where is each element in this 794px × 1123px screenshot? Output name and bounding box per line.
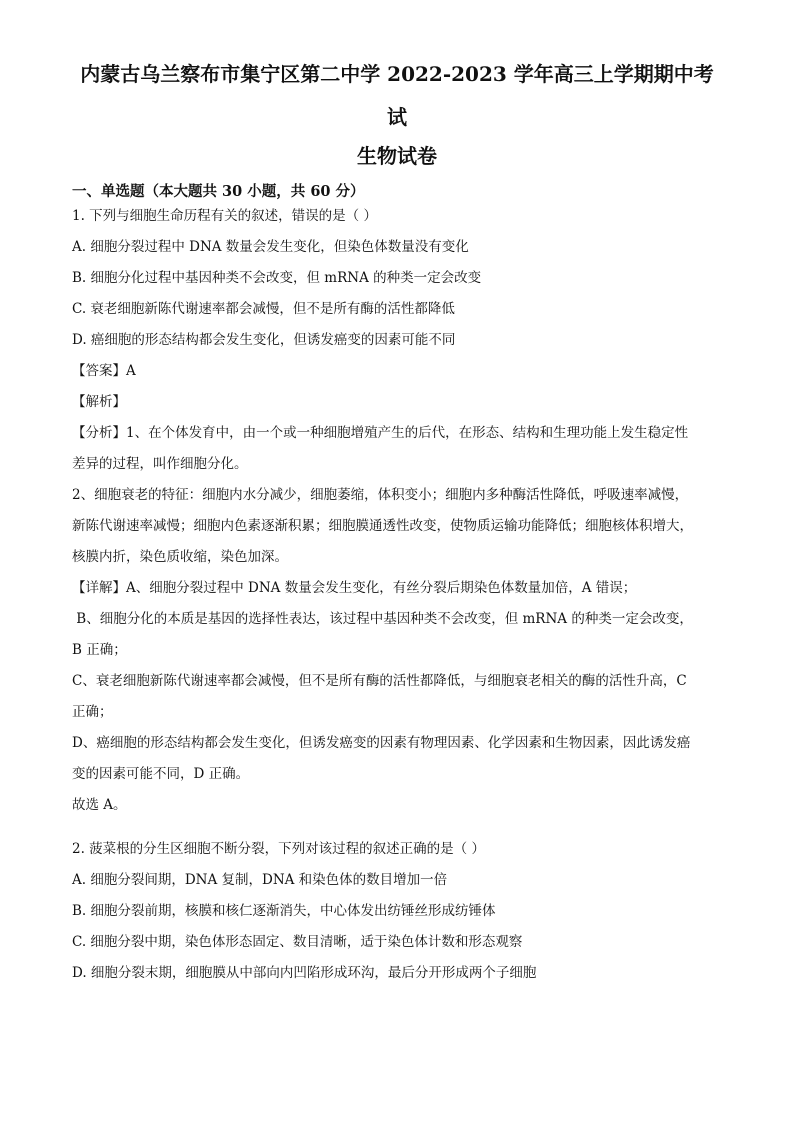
analysis-line: 2、细胞衰老的特征：细胞内水分减少，细胞萎缩，体积变小；细胞内多种酶活性降低，呼吸速率减慢， <box>72 487 689 503</box>
question-1 <box>72 201 722 821</box>
document-page <box>72 62 722 989</box>
analysis-line: 核膜内折，染色质收缩，染色加深。 <box>72 549 288 565</box>
detail-line: 变的因素可能不同，D 正确。 <box>72 766 250 782</box>
conclusion-line: 故选 A。 <box>72 797 127 813</box>
detail-line: B 正确； <box>72 642 127 658</box>
question-stem: 2. 菠菜根的分生区细胞不断分裂，下列对该过程的叙述正确的是（ ） <box>72 841 485 857</box>
option-a: A. 细胞分裂过程中 DNA 数量会发生变化，但染色体数量没有变化 <box>72 239 469 255</box>
section-heading: 一、单选题（本大题共 30 小题，共 60 分） <box>72 183 365 200</box>
spacer <box>72 821 722 834</box>
detail-line: D、癌细胞的形态结构都会发生变化，但诱发癌变的因素有物理因素、化学因素和生物因素，因此诱发癌 <box>72 735 691 751</box>
analysis-line: 【分析】1、在个体发育中，由一个或一种细胞增殖产生的后代，在形态、结构和生理功能上发生稳定性 <box>72 425 689 441</box>
question-2 <box>72 834 722 989</box>
analysis-line: 新陈代谢速率减慢；细胞内色素逐渐积累；细胞膜通透性改变，使物质运输功能降低；细胞核体积增大， <box>72 518 693 534</box>
document-title-continued: 试 <box>387 105 407 129</box>
option-d: D. 癌细胞的形态结构都会发生变化，但诱发癌变的因素可能不同 <box>72 332 456 348</box>
option-b: B. 细胞分裂前期，核膜和核仁逐渐消失，中心体发出纺锤丝形成纺锤体 <box>72 903 496 919</box>
detail-line: 正确； <box>72 704 113 720</box>
option-d: D. 细胞分裂末期，细胞膜从中部向内凹陷形成环沟，最后分开形成两个子细胞 <box>72 965 537 981</box>
option-b: B. 细胞分化过程中基因种类不会改变，但 mRNA 的种类一定会改变 <box>72 270 482 286</box>
detail-line: B、细胞分化的本质是基因的选择性表达，该过程中基因种类不会改变，但 mRNA 的种类一定会改变， <box>72 611 693 627</box>
document-title: 内蒙古乌兰察布市集宁区第二中学 2022-2023 学年高三上学期期中考 <box>80 62 714 86</box>
question-stem: 1. 下列与细胞生命历程有关的叙述，错误的是（ ） <box>72 208 377 224</box>
option-c: C. 衰老细胞新陈代谢速率都会减慢，但不是所有酶的活性都降低 <box>72 301 455 317</box>
detail-line: C、衰老细胞新陈代谢速率都会减慢，但不是所有酶的活性都降低，与细胞衰老相关的酶的活性升高，C <box>72 673 687 689</box>
answer-line: 【答案】A <box>72 363 136 379</box>
option-c: C. 细胞分裂中期，染色体形态固定、数目清晰，适于染色体计数和形态观察 <box>72 934 523 950</box>
explanation-label: 【解析】 <box>72 394 126 410</box>
analysis-line: 差异的过程，叫作细胞分化。 <box>72 456 248 472</box>
document-subtitle: 生物试卷 <box>357 144 437 168</box>
detail-line: 【详解】A、细胞分裂过程中 DNA 数量会发生变化，有丝分裂后期染色体数量加倍，A 错误； <box>72 580 637 596</box>
option-a: A. 细胞分裂间期，DNA 复制，DNA 和染色体的数目增加一倍 <box>72 872 448 888</box>
